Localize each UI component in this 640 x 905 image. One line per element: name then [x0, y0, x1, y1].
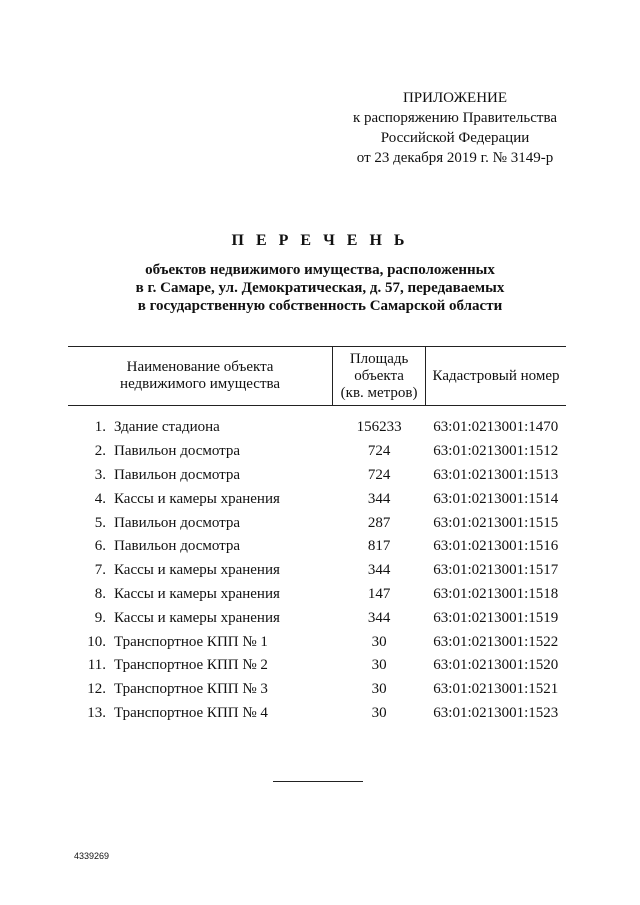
row-number: 11.	[87, 657, 106, 674]
table-row	[68, 583, 566, 607]
object-area: 724	[367, 443, 391, 460]
table-row	[68, 630, 566, 654]
object-name: Транспортное КПП № 3	[114, 681, 268, 698]
table-row	[68, 559, 566, 583]
header-text: Наименование объекта	[126, 359, 274, 375]
table-row	[68, 606, 566, 630]
object-area: 344	[367, 609, 391, 626]
cadastral-number: 63:01:0213001:1517	[433, 562, 559, 579]
object-area: 817	[367, 538, 391, 555]
object-name: Павильон досмотра	[114, 466, 241, 483]
cadastral-number: 63:01:0213001:1519	[433, 609, 559, 626]
object-name: Транспортное КПП № 4	[114, 704, 268, 721]
header-text: (кв. метров)	[340, 384, 418, 401]
object-name: Павильон досмотра	[114, 538, 241, 555]
row-number: 6.	[94, 538, 106, 555]
object-name: Кассы и камеры хранения	[114, 609, 280, 626]
row-number: 5.	[94, 514, 106, 531]
row-number: 13.	[87, 704, 106, 721]
cadastral-number: 63:01:0213001:1522	[433, 633, 559, 650]
document-number: 4339269	[74, 851, 110, 861]
table-spacer	[68, 406, 566, 417]
object-area: 30	[371, 704, 387, 721]
table-header-row	[68, 347, 566, 406]
object-name: Кассы и камеры хранения	[114, 490, 280, 507]
object-name: Кассы и камеры хранения	[114, 562, 280, 579]
cadastral-number: 63:01:0213001:1470	[433, 419, 559, 436]
header-text: недвижимого имущества	[120, 376, 281, 392]
row-number: 3.	[94, 466, 106, 483]
object-area: 287	[367, 514, 391, 531]
table-row	[68, 678, 566, 702]
table-row	[68, 416, 566, 440]
header-area	[333, 347, 426, 406]
row-number: 1.	[94, 419, 106, 436]
document-title: П Е Р Е Ч Е Н Ь	[231, 232, 409, 249]
cadastral-number: 63:01:0213001:1520	[433, 657, 559, 674]
end-divider	[273, 781, 363, 782]
table-row	[68, 535, 566, 559]
table-row	[68, 511, 566, 535]
object-area: 30	[371, 633, 387, 650]
cadastral-number: 63:01:0213001:1523	[433, 704, 559, 721]
object-name: Здание стадиона	[114, 419, 220, 436]
object-name: Транспортное КПП № 2	[114, 657, 268, 674]
row-number: 9.	[94, 609, 106, 626]
table-row	[68, 487, 566, 511]
subtitle-line: в г. Самаре, ул. Демократическая, д. 57, передаваемых	[135, 280, 505, 296]
object-area: 156233	[356, 419, 402, 436]
object-name: Павильон досмотра	[114, 514, 241, 531]
object-name: Транспортное КПП № 1	[114, 633, 268, 650]
appendix-title: ПРИЛОЖЕНИЕ	[402, 90, 508, 106]
table-row	[68, 654, 566, 678]
subtitle-line: объектов недвижимого имущества, расположенных	[145, 262, 495, 278]
cadastral-number: 63:01:0213001:1515	[433, 514, 559, 531]
cadastral-number: 63:01:0213001:1513	[433, 466, 559, 483]
header-cadastral-number	[426, 347, 566, 406]
appendix-line: Российской Федерации	[380, 130, 530, 146]
row-number: 10.	[87, 633, 106, 650]
header-text: Площадь	[349, 350, 409, 367]
object-area: 344	[367, 490, 391, 507]
cadastral-number: 63:01:0213001:1518	[433, 585, 559, 602]
document-subtitle	[60, 261, 580, 315]
object-area: 30	[371, 657, 387, 674]
cadastral-number: 63:01:0213001:1521	[433, 681, 559, 698]
header-text: объекта	[354, 367, 404, 384]
object-name: Павильон досмотра	[114, 443, 241, 460]
object-area: 724	[367, 466, 391, 483]
document-heading	[60, 232, 580, 315]
object-area: 147	[367, 585, 391, 602]
appendix-block	[330, 88, 580, 168]
row-number: 4.	[94, 490, 106, 507]
row-number: 12.	[87, 681, 106, 698]
appendix-date: от 23 декабря 2019 г. № 3149-р	[356, 150, 554, 166]
header-text: Кадастровый номер	[432, 367, 560, 384]
table-row	[68, 464, 566, 488]
row-number: 7.	[94, 562, 106, 579]
table-row	[68, 440, 566, 464]
subtitle-line: в государственную собственность Самарской области	[137, 298, 503, 314]
row-number: 2.	[94, 443, 106, 460]
table-row	[68, 702, 566, 726]
objects-table	[68, 346, 566, 725]
object-name: Кассы и камеры хранения	[114, 585, 280, 602]
row-number: 8.	[94, 585, 106, 602]
appendix-line: к распоряжению Правительства	[352, 110, 557, 126]
object-area: 30	[371, 681, 387, 698]
cadastral-number: 63:01:0213001:1516	[433, 538, 559, 555]
cadastral-number: 63:01:0213001:1512	[433, 443, 559, 460]
header-object-name	[68, 347, 333, 406]
cadastral-number: 63:01:0213001:1514	[433, 490, 559, 507]
object-area: 344	[367, 562, 391, 579]
